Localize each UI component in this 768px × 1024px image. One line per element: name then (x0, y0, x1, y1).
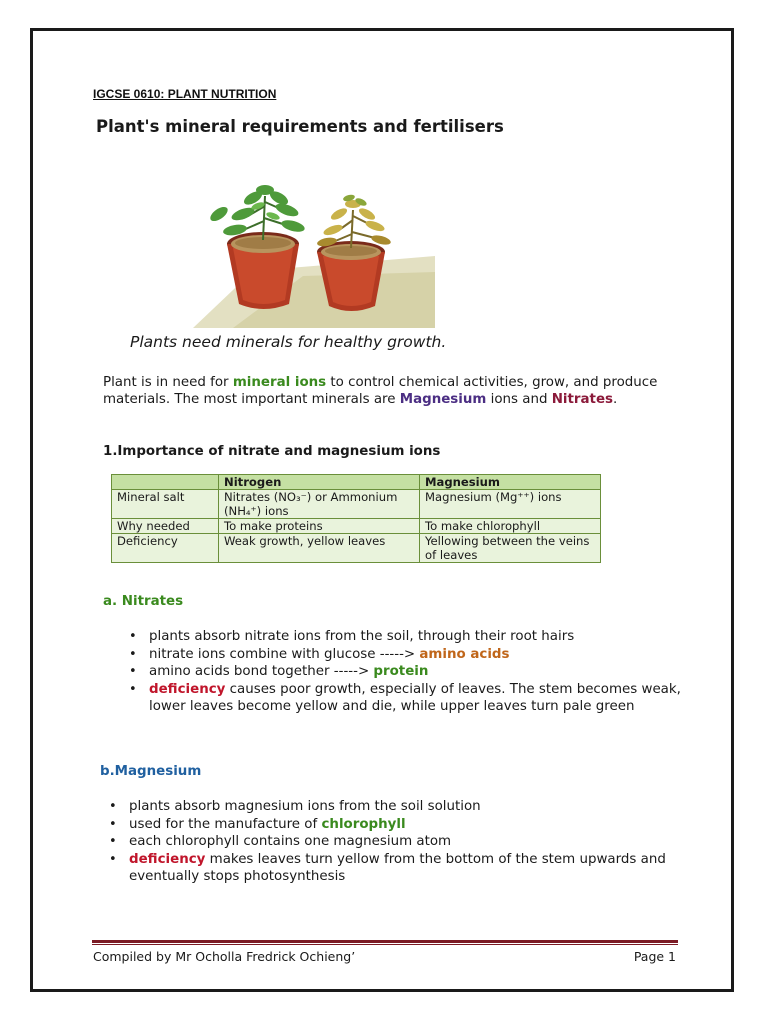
keyword-chlorophyll: chlorophyll (321, 816, 406, 832)
ion-comparison-table (111, 474, 601, 563)
list-item (129, 663, 689, 681)
keyword-mineral-ions: mineral ions (232, 375, 327, 390)
figure-caption: Plants need minerals for healthy growth. (130, 333, 447, 351)
table-cell: Weak growth, yellow leaves (219, 534, 420, 563)
page-title: Plant's mineral requirements and fertilisers (96, 117, 504, 136)
bullet-icon: • (109, 799, 117, 814)
nitrates-bullet-list (127, 628, 689, 716)
plant-pots-illustration (193, 176, 435, 328)
bullet-icon: • (129, 629, 137, 644)
table-header-row (112, 475, 601, 490)
table-cell: Yellowing between the veins of leaves (420, 534, 601, 563)
bullet-icon: • (109, 834, 117, 849)
footer-author: Compiled by Mr Ocholla Fredrick Ochieng’ (93, 949, 356, 964)
section-heading-nitrates: a. Nitrates (103, 594, 184, 609)
footer-rule-thin (92, 944, 678, 945)
keyword-nitrates: Nitrates (551, 392, 613, 407)
table-row (112, 519, 601, 534)
keyword-magnesium: Magnesium (399, 392, 487, 407)
intro-text-2: to control chemical activities, grow, and produce materials. The most important minerals are (103, 375, 658, 407)
magnesium-bullet-list (107, 798, 689, 886)
list-item (129, 646, 689, 664)
table-header-cell: Magnesium (420, 475, 601, 490)
table-cell: To make proteins (219, 519, 420, 534)
bullet-text: each chlorophyll contains one magnesium atom (129, 834, 452, 849)
list-item (109, 851, 689, 886)
list-item (109, 798, 689, 816)
bullet-text: plants absorb magnesium ions from the soil solution (129, 799, 481, 814)
table-cell: Mineral salt (112, 490, 219, 519)
section-heading-importance: 1.Importance of nitrate and magnesium ions (103, 444, 441, 459)
list-item (109, 816, 689, 834)
intro-paragraph (103, 374, 673, 408)
bullet-icon: • (129, 681, 137, 697)
keyword-protein: protein (373, 664, 429, 679)
keyword-amino-acids: amino acids (419, 646, 510, 662)
list-item (129, 628, 689, 646)
keyword-deficiency: deficiency (149, 681, 226, 697)
footer-rule-thick (92, 940, 678, 943)
table-cell: Why needed (112, 519, 219, 534)
table-row (112, 534, 601, 563)
list-item (109, 833, 689, 851)
bullet-text: causes poor growth, especially of leaves. The stem becomes weak, lower leaves become yellow and die, while upper leaves turn pale green (149, 681, 681, 714)
bullet-icon: • (129, 646, 137, 662)
intro-text-1: Plant is in need for (103, 375, 233, 390)
section-heading-magnesium: b.Magnesium (100, 764, 202, 779)
table-cell: Magnesium (Mg⁺⁺) ions (420, 490, 601, 519)
table-cell: Nitrates (NO₃⁻) or Ammonium (NH₄⁺) ions (219, 490, 420, 519)
table-header-cell: Nitrogen (219, 475, 420, 490)
list-item (129, 681, 689, 716)
bullet-icon: • (109, 851, 117, 867)
table-header-cell (112, 475, 219, 490)
keyword-deficiency: deficiency (129, 851, 206, 867)
intro-text-4: . (613, 392, 618, 407)
bullet-text: amino acids bond together -----> (149, 664, 374, 679)
document-code: IGCSE 0610: PLANT NUTRITION (93, 87, 277, 101)
bullet-text: used for the manufacture of (129, 816, 322, 832)
table-cell: To make chlorophyll (420, 519, 601, 534)
table-cell: Deficiency (112, 534, 219, 563)
bullet-text: makes leaves turn yellow from the bottom of the stem upwards and eventually stops photosynthesis (129, 851, 666, 884)
bullet-text: nitrate ions combine with glucose -----> (149, 646, 420, 662)
bullet-icon: • (109, 816, 117, 832)
table-row (112, 490, 601, 519)
footer-page-number: Page 1 (633, 949, 676, 964)
bullet-text: plants absorb nitrate ions from the soil, through their root hairs (149, 629, 575, 644)
intro-text-3: ions and (486, 392, 552, 407)
bullet-icon: • (129, 664, 137, 679)
